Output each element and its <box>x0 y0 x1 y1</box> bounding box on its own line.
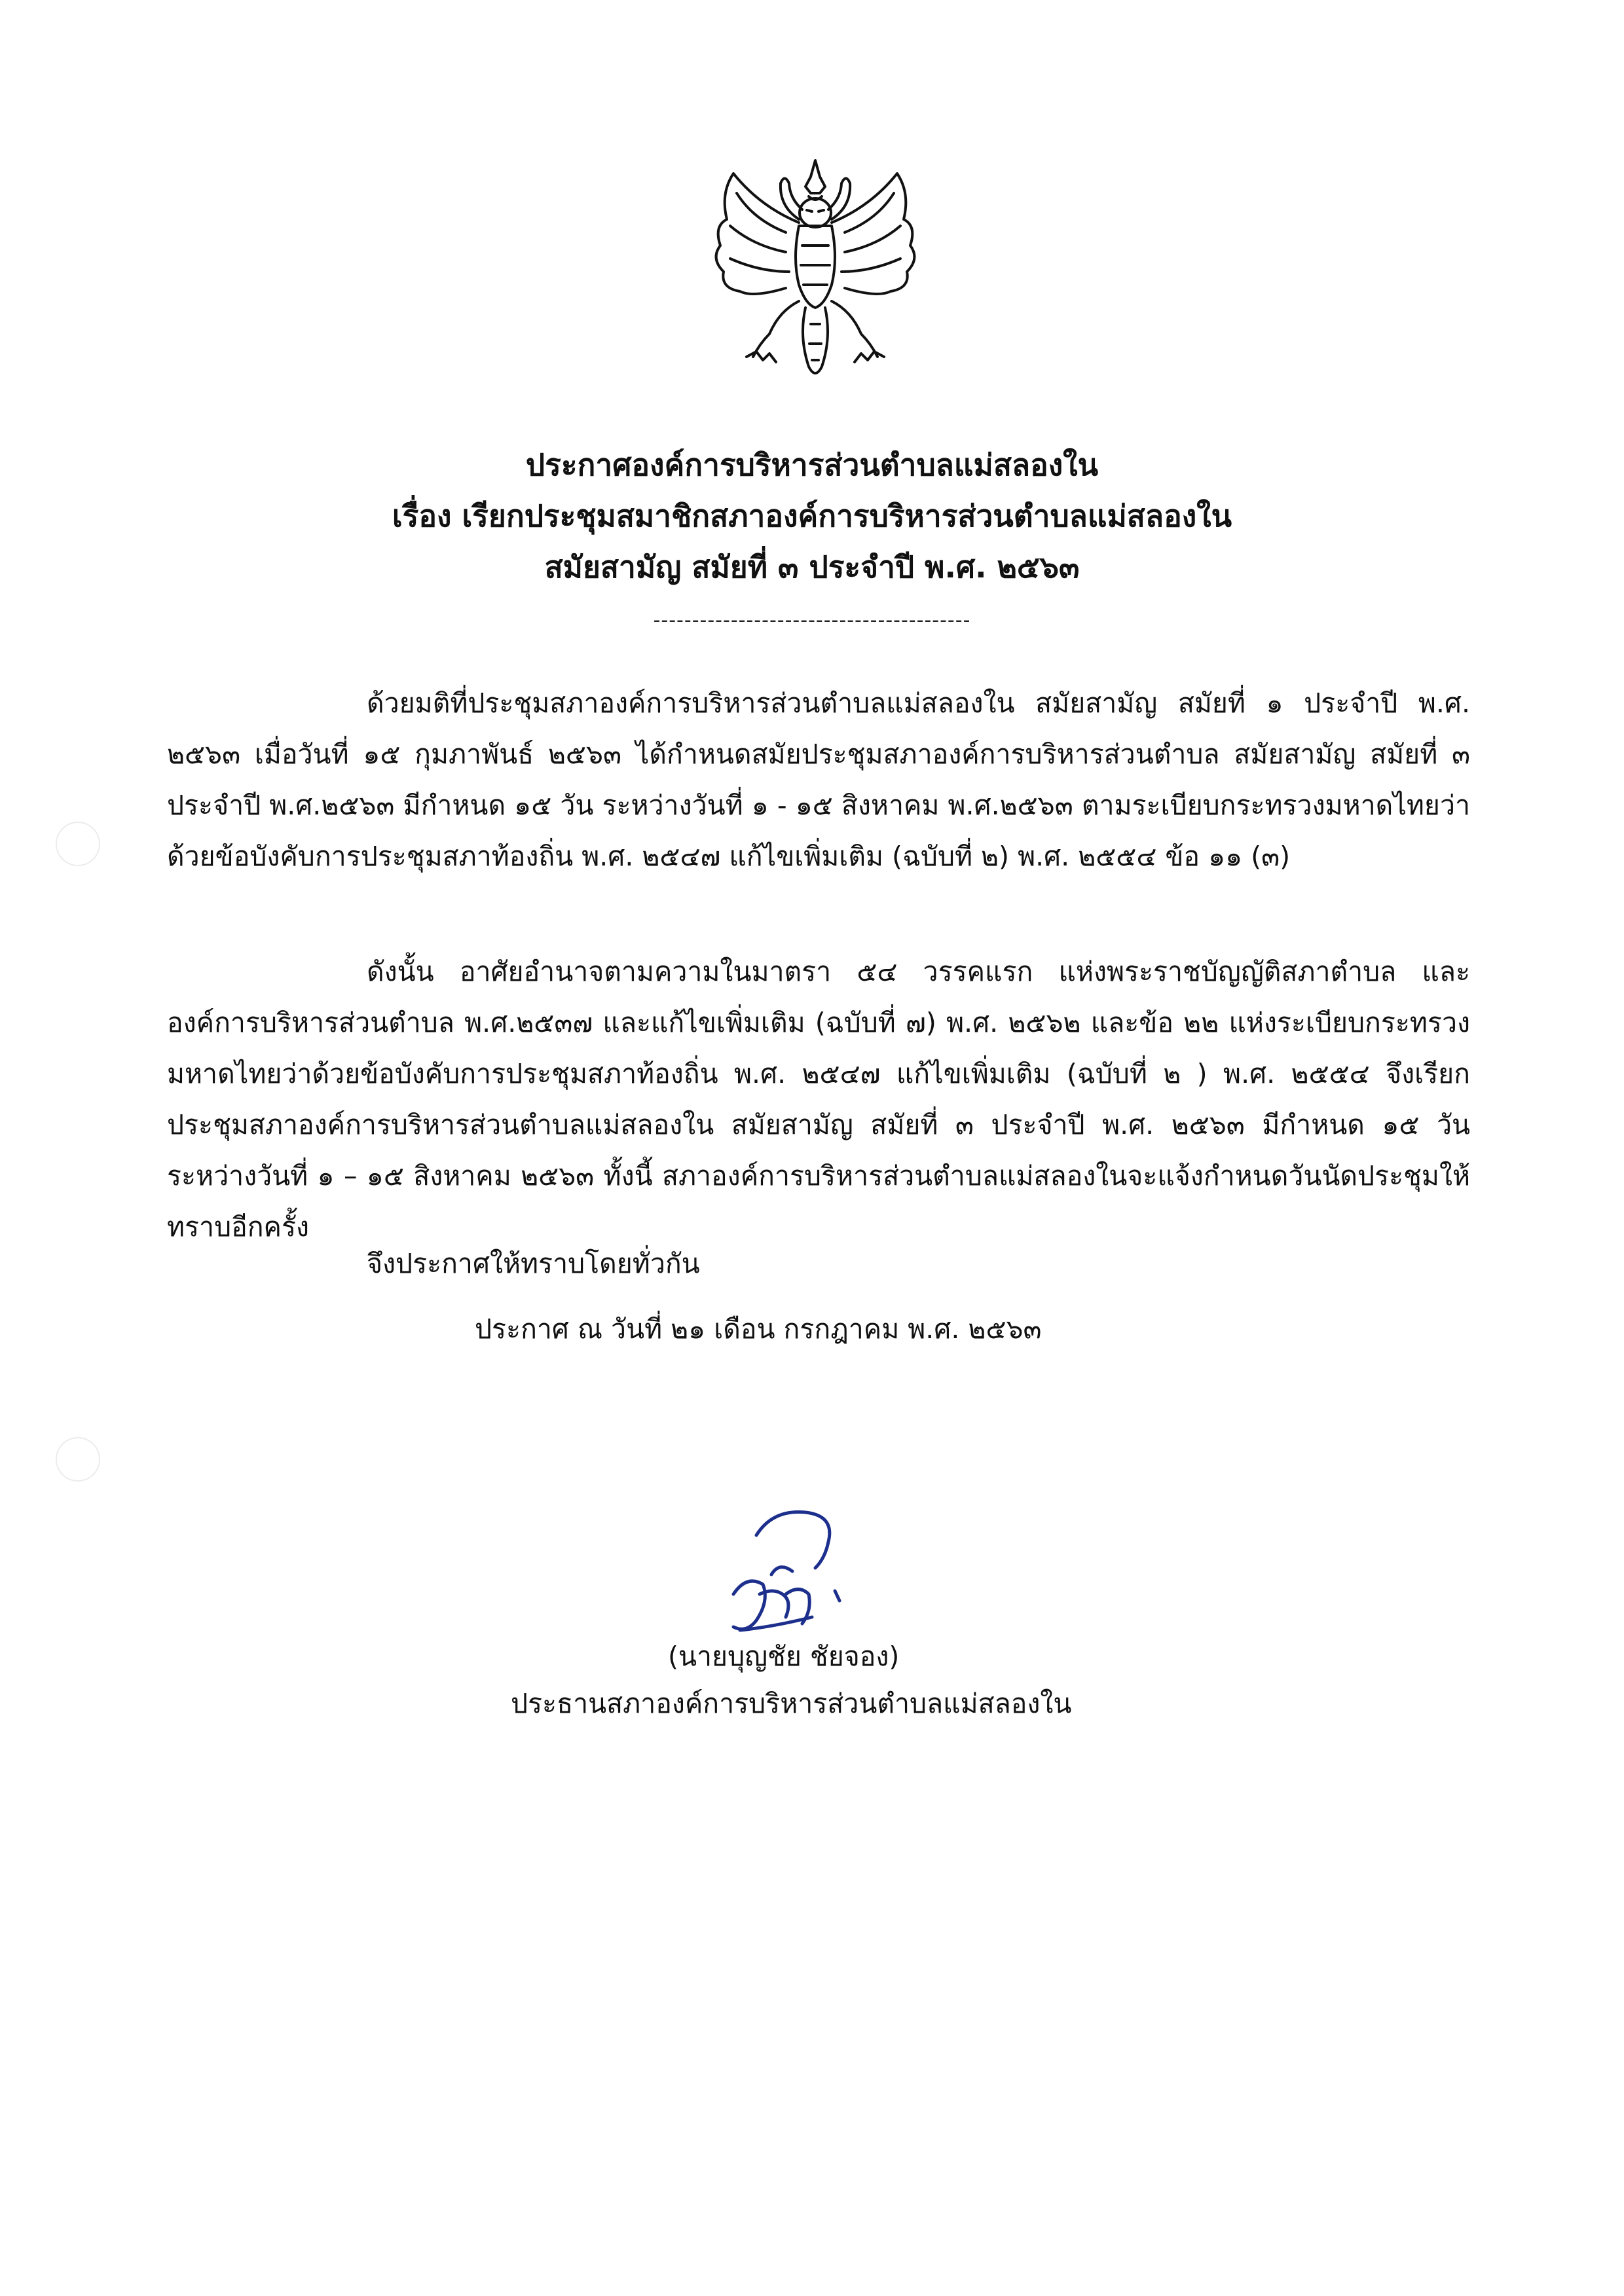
header-divider: ----------------------------------------- <box>653 609 971 632</box>
punch-hole-mark <box>56 822 100 866</box>
signatory-position: ประธานสภาองค์การบริหารส่วนตำบลแม่สลองใน <box>511 1688 1072 1719</box>
body-paragraph-1: ด้วยมติที่ประชุมสภาองค์การบริหารส่วนตำบลแม่สลองใน สมัยสามัญ สมัยที่ ๑ ประจำปี พ.ศ. ๒๕๖๓ เมื่อวันที่ ๑๕ กุมภาพันธ์ ๒๕๖๓ ได้กำหนดสมัยประชุมสภาองค์การบริหารส่วนตำบล สมัยสามัญ สมัยที่ ๓ ประจำปี พ.ศ.๒๕๖๓ มีกำหนด ๑๕ วัน ระหว่างวันที่ ๑ - ๑๕ สิงหาคม พ.ศ.๒๕๖๓ ตามระเบียบกระทรวงมหาดไทยว่าด้วยข้อบังคับการประชุมสภาท้องถิ่น พ.ศ. ๒๕๔๗ แก้ไขเพิ่มเติม (ฉบับที่ ๒) พ.ศ. ๒๕๕๔ ข้อ ๑๑ (๓) <box>167 687 1470 872</box>
handwritten-signature <box>694 1496 871 1647</box>
punch-hole-mark <box>56 1437 100 1482</box>
garuda-emblem-icon <box>707 147 923 386</box>
signatory-name: (นายบุญชัย ชัยจอง) <box>668 1641 900 1672</box>
document-title: ประกาศองค์การบริหารส่วนตำบลแม่สลองใน <box>525 447 1099 483</box>
document-session: สมัยสามัญ สมัยที่ ๓ ประจำปี พ.ศ. ๒๕๖๓ <box>544 549 1080 585</box>
announcement-date: ประกาศ ณ วันที่ ๒๑ เดือน กรกฎาคม พ.ศ. ๒๕๖๓ <box>475 1313 1042 1345</box>
body-paragraph-2: ดังนั้น อาศัยอำนาจตามความในมาตรา ๕๔ วรรคแรก แห่งพระราชบัญญัติสภาตำบล และองค์การบริหารส่วนตำบล พ.ศ.๒๕๓๗ และแก้ไขเพิ่มเติม (ฉบับที่ ๗) พ.ศ. ๒๕๖๒ และข้อ ๒๒ แห่งระเบียบกระทรวงมหาดไทยว่าด้วยข้อบังคับการประชุมสภาท้องถิ่น พ.ศ. ๒๕๔๗ แก้ไขเพิ่มเติม (ฉบับที่ ๒ ) พ.ศ. ๒๕๕๔ จึงเรียกประชุมสภาองค์การบริหารส่วนตำบลแม่สลองใน สมัยสามัญ สมัยที่ ๓ ประจำปี พ.ศ. ๒๕๖๓ มีกำหนด ๑๕ วัน ระหว่างวันที่ ๑ – ๑๕ สิงหาคม ๒๕๖๓ ทั้งนี้ สภาองค์การบริหารส่วนตำบลแม่สลองในจะแจ้งกำหนดวันนัดประชุมให้ทราบอีกครั้ง <box>167 956 1470 1243</box>
announcement-line: จึงประกาศให้ทราบโดยทั่วกัน <box>367 1248 700 1279</box>
document-subject: เรื่อง เรียกประชุมสมาชิกสภาองค์การบริหารส่วนตำบลแม่สลองใน <box>392 498 1232 534</box>
